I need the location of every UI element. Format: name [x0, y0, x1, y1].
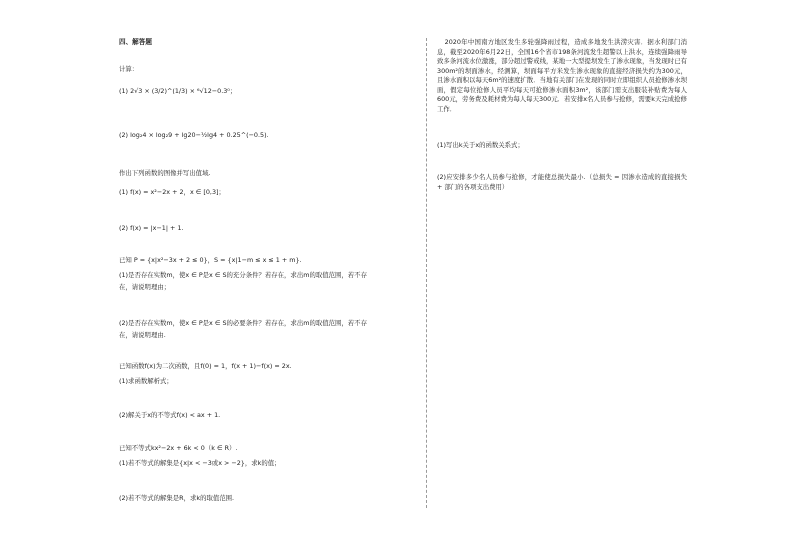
- q4-part-1: (1)求函数解析式；: [119, 377, 173, 385]
- q3-intro: 已知 P = {x|x²−3x + 2 ≤ 0}，S = {x|1−m ≤ x ≤ 1 + m}.: [119, 256, 302, 264]
- q3-part-1-line-2: 在，请说明理由；: [119, 283, 171, 291]
- q4-part-2: (2)解关于x的不等式f(x) < ax + 1.: [119, 411, 221, 419]
- q5-part-1: (1)若不等式的解集是{x|x < −3或x > −2}，求k的值；: [119, 459, 281, 467]
- q5-part-2: (2)若不等式的解集是R，求k的取值范围.: [119, 494, 235, 502]
- q2-part-1: (1) f(x) = x²−2x + 2，x ∈ [0,3]；: [119, 188, 225, 196]
- q3-part-2-line-1: (2)是否存在实数m，使x ∈ P是x ∈ S的必要条件？若存在，求出m的取值范围，若不存: [119, 319, 367, 327]
- q1-part-2: (2) log₂4 × log₂9 + lg20−½lg4 + 0.25^(−0.5).: [119, 131, 269, 139]
- q4-intro: 已知函数f(x)为二次函数，且f(0) = 1，f(x + 1)−f(x) = 2x.: [119, 362, 292, 370]
- q2-part-2: (2) f(x) = |x−1| + 1.: [119, 224, 184, 232]
- q2-intro: 作出下列函数的图像并写出值域.: [119, 169, 211, 177]
- section-title: 四、解答题: [119, 38, 152, 46]
- q6-intro: 2020年中国南方地区发生多轮强降雨过程，造成多地发生洪涝灾害．据水利部门消息，截至2020年6月22日，全国16个省市198条河流发生超警以上洪水，连续强降雨导致多条河流水位激涨，部分超过警戒线，某地一大型提坝发生了渗水现象，当发现时已有300m²的坝面渗水，经测算，坝面每平方米发生渗水现象的直接经济损失约为300元，且渗水面积以每天6m²的速度扩散．当地有关部门在发现的同时立即组织人员抢修渗水坝面，假定每位抢修人员平均每天可抢修渗水面积3m²，该部门需支出服装补贴费为每人600元，劳务费及耗材费为每人每天300元．若安排x名人员参与抢修，需要k天完成抢修工作．: [437, 38, 687, 113]
- q1-part-1: (1) 2√3 × (3/2)^(1/3) × ⁶√12−0.3⁰；: [119, 87, 237, 95]
- q1-intro: 计算：: [119, 65, 139, 73]
- q6-part-1: (1)写出k关于x的函数关系式；: [437, 141, 524, 149]
- q6-part-2: (2)应安排多少名人员参与抢修，才能使总损失最小.（总损失 = 因渗水造成的直接损失 + 部门的各项支出费用）: [437, 173, 687, 191]
- column-divider: [426, 38, 427, 508]
- q3-part-1-line-1: (1)是否存在实数m，使x ∈ P是x ∈ S的充分条件？若存在，求出m的取值范围，若不存: [119, 271, 367, 279]
- q5-intro: 已知不等式kx²−2x + 6k < 0（k ∈ R）.: [119, 444, 238, 452]
- q3-part-2-line-2: 在，请说明理由.: [119, 331, 166, 339]
